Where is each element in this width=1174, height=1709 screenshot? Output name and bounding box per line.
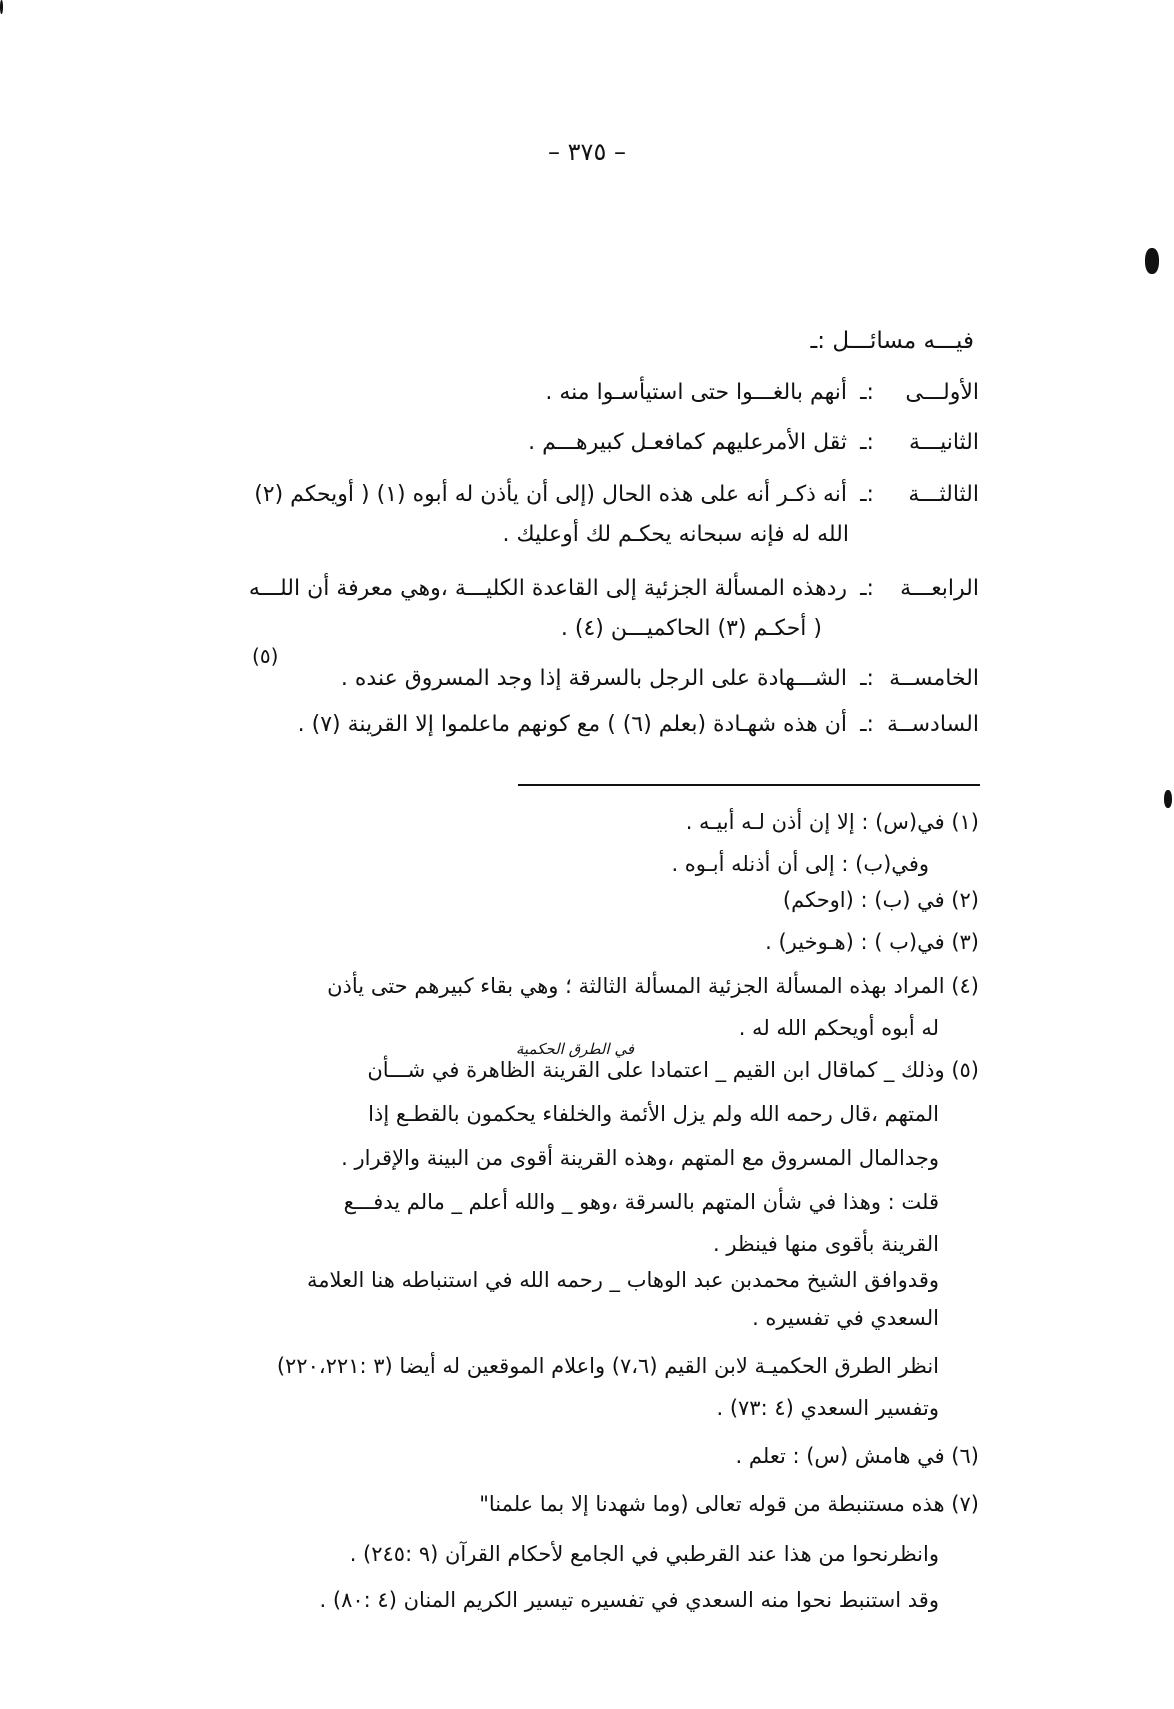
- footnote-5-line-5: القرينة بأقوى منها فينظر .: [712, 1232, 939, 1256]
- issue-5-footnote-marker: (٥): [252, 644, 279, 668]
- footnote-7-line-3: وقد استنبط نحوا منه السعدي في تفسيره تيسير الكريم المنان (٤ :٨٠) .: [319, 1588, 939, 1612]
- issue-1: الأولـــى:ـأنهم بالغـــوا حتى استيأسـوا منه .: [545, 380, 979, 405]
- handwritten-insertion: في الطرق الحكمية: [515, 1040, 634, 1058]
- issue-label: الرابعـــة: [900, 576, 979, 601]
- footnote-3: (٣) في(ب ) : (هـوخير) .: [765, 930, 979, 954]
- issue-label: الخامســة: [889, 666, 979, 691]
- issue-text: الشـــهادة على الرجل بالسرقة إذا وجد المسروق عنده .: [340, 666, 847, 691]
- footnote-7: (٧) هذه مستنبطة من قوله تعالى (وما شهدنا إلا بما علمنا": [479, 1492, 979, 1516]
- issue-5: الخامســة:ـالشـــهادة على الرجل بالسرقة إذا وجد المسروق عنده .: [340, 666, 979, 691]
- scan-mark-edge: [1164, 790, 1172, 808]
- issue-label: الثالثـــة: [908, 482, 979, 507]
- footnote-5: (٥) وذلك _ كماقال ابن القيم _ اعتمادا على القرينة الظاهرة في شـــأن: [367, 1058, 979, 1082]
- footnote-5-line-9: وتفسير السعدي (٤ :٧٣) .: [716, 1396, 939, 1420]
- footnote-7-line-2: وانظرنحوا من هذا عند القرطبي في الجامع لأحكام القرآن (٩ :٢٤٥) .: [349, 1542, 939, 1566]
- issue-6: السادســة:ـأن هذه شهـادة (بعلم (٦) ) مع كونهم ماعلموا إلا القرينة (٧) .: [297, 712, 979, 737]
- issue-text: ثقل الأمرعليهم كمافعـل كبيرهـــم .: [528, 430, 847, 455]
- scan-mark-corner: [0, 0, 3, 14]
- issue-text: أن هذه شهـادة (بعلم (٦) ) مع كونهم ماعلموا إلا القرينة (٧) .: [297, 712, 847, 737]
- footnote-6: (٦) في هامش (س) : تعلم .: [735, 1444, 979, 1468]
- issue-4-continuation: ( أحكـم (٣) الحاكميـــن (٤) .: [560, 616, 822, 641]
- footnote-5-line-7: السعدي في تفسيره .: [752, 1306, 939, 1330]
- footnote-1: (١) في(س) : إلا إن أذن لـه أبيـه .: [685, 810, 979, 834]
- footnote-5-line-8: انظر الطرق الحكميـة لابن القيم (٧،٦) واعلام الموقعين له أيضا (٣ :٢٢٠،٢٢١): [276, 1354, 939, 1378]
- footnote-2: (٢) في (ب) : (اوحكم): [782, 888, 979, 912]
- issue-3: الثالثـــة:ـأنه ذكـر أنه على هذه الحال (إلى أن يأذن له أبوه (١) ( أويحكم (٢): [254, 482, 979, 507]
- footnote-5-line-3: وجدالمال المسروق مع المتهم ،وهذه القرينة أقوى من البينة والإقرار .: [341, 1146, 939, 1170]
- issue-text: أنهم بالغـــوا حتى استيأسـوا منه .: [545, 380, 847, 405]
- issue-3-continuation: الله له فإنه سبحانه يحكـم لك أوعليك .: [502, 522, 849, 547]
- issue-label: الأولـــى: [905, 380, 979, 405]
- footnote-separator: [518, 784, 980, 786]
- issue-label: الثانيـــة: [908, 430, 979, 455]
- scan-mark-right: [1145, 248, 1159, 274]
- issue-4: الرابعـــة:ـردهذه المسألة الجزئية إلى القاعدة الكليـــة ،وهي معرفة أن اللـــه: [248, 576, 979, 601]
- issue-2: الثانيـــة:ـثقل الأمرعليهم كمافعـل كبيرهـــم .: [528, 430, 979, 455]
- issue-text: أنه ذكـر أنه على هذه الحال (إلى أن يأذن له أبوه (١) ( أويحكم (٢): [254, 482, 847, 507]
- footnote-4-cont: له أبوه أويحكم الله له .: [738, 1016, 939, 1040]
- page-number: – ٣٧٥ –: [548, 138, 626, 166]
- issue-label: السادســة: [886, 712, 979, 737]
- footnote-5-line-2: المتهم ،قال رحمه الله ولم يزل الأئمة والخلفاء يحكمون بالقطـع إذا: [368, 1102, 939, 1126]
- footnote-5-line-6: وقدوافق الشيخ محمدبن عبد الوهاب _ رحمه الله في استنباطه هنا العلامة: [306, 1268, 939, 1292]
- intro-heading: فيـــه مسائـــل :ـ: [810, 328, 974, 354]
- footnote-1-cont: وفي(ب) : إلى أن أذنله أبـوه .: [671, 852, 929, 876]
- issue-text: ردهذه المسألة الجزئية إلى القاعدة الكليـــة ،وهي معرفة أن اللـــه: [248, 576, 847, 601]
- footnote-4: (٤) المراد بهذه المسألة الجزئية المسألة الثالثة ؛ وهي بقاء كبيرهم حتى يأذن: [327, 974, 979, 998]
- footnote-5-line-4: قلت : وهذا في شأن المتهم بالسرقة ،وهو _ والله أعلم _ مالم يدفـــع: [343, 1190, 939, 1214]
